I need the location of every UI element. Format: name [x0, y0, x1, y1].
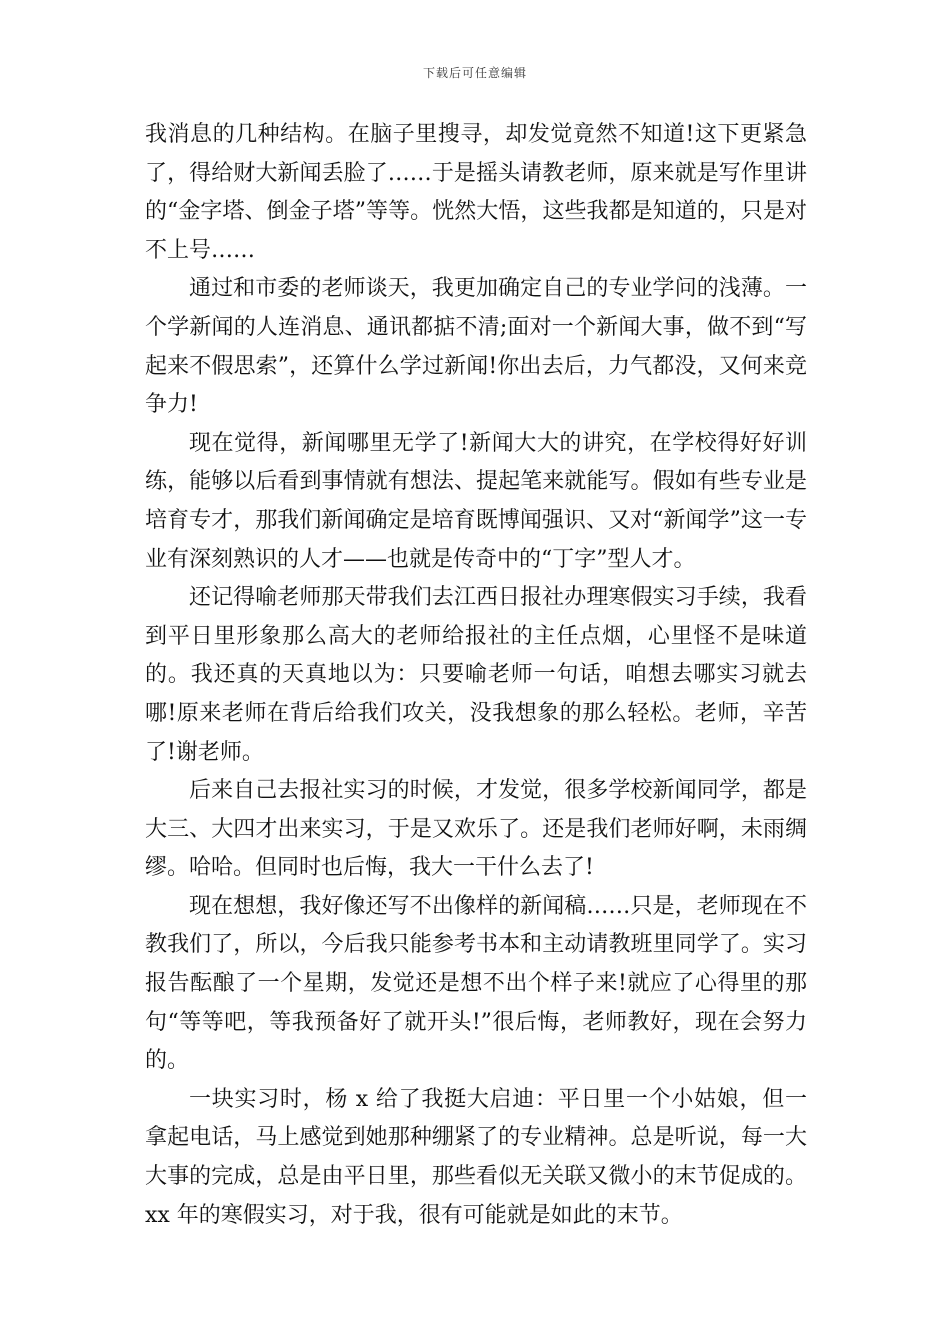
paragraph-1: 我消息的几种结构。在脑子里搜寻，却发觉竟然不知道!这下更紧急了，得给财大新闻丢脸了……于是摇头请教老师，原来就是写作里讲的“金字塔、倒金子塔”等等。恍然大悟，这些我都是知道的，只是对不上号…… [145, 122, 807, 263]
document-body [145, 116, 807, 1235]
paragraph-6: 现在想想，我好像还写不出像样的新闻稿……只是，老师现在不教我们了，所以，今后我只能参考书本和主动请教班里同学了。实习报告酝酿了一个星期，发觉还是想不出个样子来!就应了心得里的那句“等等吧，等我预备好了就开头!”很后悔，老师教好，现在会努力的。 [145, 893, 807, 1074]
paragraph-5: 后来自己去报社实习的时候，才发觉，很多学校新闻同学，都是大三、大四才出来实习，于是又欢乐了。还是我们老师好啊，未雨绸缪。哈哈。但同时也后悔，我大一干什么去了! [145, 778, 807, 881]
paragraph-2: 通过和市委的老师谈天，我更加确定自己的专业学问的浅薄。一个学新闻的人连消息、通讯都掂不清;面对一个新闻大事，做不到“写起来不假思索”，还算什么学过新闻!你出去后，力气都没，又何来竞争力! [145, 276, 807, 418]
paragraph-7: 一块实习时，杨 x 给了我挺大启迪：平日里一个小姑娘，但一拿起电话，马上感觉到她那种绷紧了的专业精神。总是听说，每一大大事的完成，总是由平日里，那些看似无关联又微小的末节促成的。xx 年的寒假实习，对于我，很有可能就是如此的末节。 [145, 1086, 807, 1228]
paragraph-4: 还记得喻老师那天带我们去江西日报社办理寒假实习手续，我看到平日里形象那么高大的老师给报社的主任点烟，心里怪不是味道的。我还真的天真地以为：只要喻老师一句话，咱想去哪实习就去哪!原来老师在背后给我们攻关，没我想象的那么轻松。老师，辛苦了!谢老师。 [145, 585, 807, 765]
page-header: 下载后可任意编辑 [422, 66, 527, 80]
paragraph-3: 现在觉得，新闻哪里无学了!新闻大大的讲究，在学校得好好训练，能够以后看到事情就有想法、提起笔来就能写。假如有些专业是培育专才，那我们新闻确定是培育既博闻强识、又对“新闻学”这一专业有深刻熟识的人才——也就是传奇中的“丁字”型人才。 [145, 430, 807, 572]
